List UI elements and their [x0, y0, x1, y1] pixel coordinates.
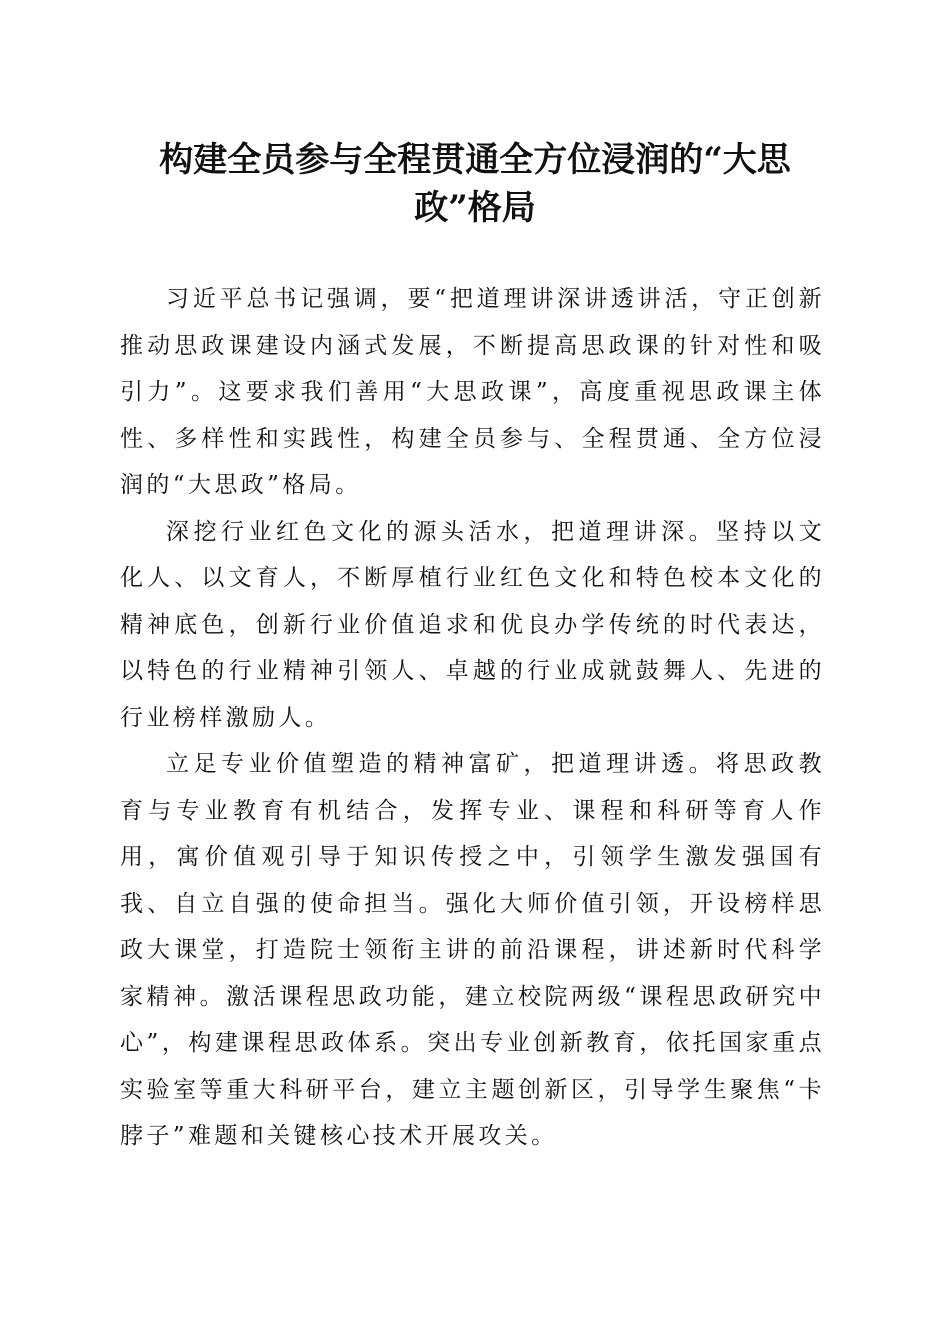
paragraph-1: 习近平总书记强调，要“把道理讲深讲透讲活，守正创新推动思政课建设内涵式发展，不断提高思政课的针对性和吸引力”。这要求我们善用“大思政课”，高度重视思政课主体性、多样性和实践性，构建全员参与、全程贯通、全方位浸润的“大思政”格局。 [120, 286, 825, 498]
document-body [120, 276, 825, 1160]
paragraph-3: 立足专业价值塑造的精神富矿，把道理讲透。将思政教育与专业教育有机结合，发挥专业、课程和科研等育人作用，寓价值观引导于知识传授之中，引领学生激发强国有我、自立自强的使命担当。强化大师价值引领，开设榜样思政大课堂，打造院士领衔主讲的前沿课程，讲述新时代科学家精神。激活课程思政功能，建立校院两级“课程思政研究中心”，构建课程思政体系。突出专业创新教育，依托国家重点实验室等重大科研平台，建立主题创新区，引导学生聚焦“卡脖子”难题和关键核心技术开展攻关。 [120, 751, 825, 1149]
paragraph-2: 深挖行业红色文化的源头活水，把道理讲深。坚持以文化人、以文育人，不断厚植行业红色文化和特色校本文化的精神底色，创新行业价值追求和优良办学传统的时代表达，以特色的行业精神引领人、卓越的行业成就鼓舞人、先进的行业榜样激励人。 [120, 518, 825, 731]
document-title: 构建全员参与全程贯通全方位浸润的“大思政”格局 [159, 140, 791, 228]
